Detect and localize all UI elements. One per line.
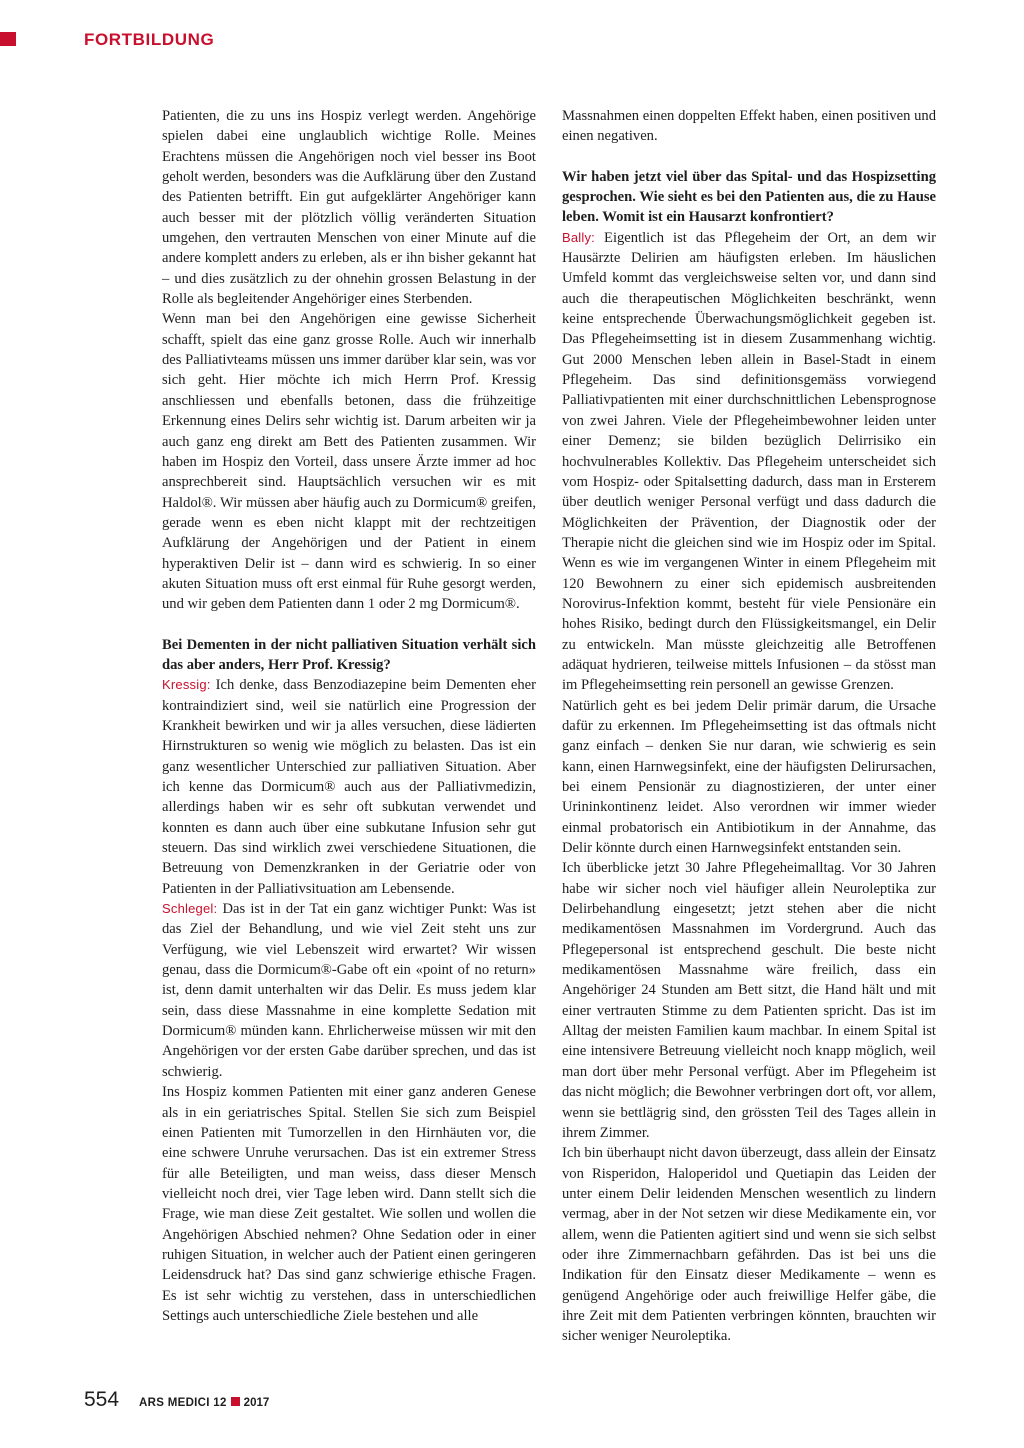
journal-name: ARS MEDICI 12 <box>139 1397 227 1409</box>
right-column <box>562 106 936 1347</box>
paragraph: Natürlich geht es bei jedem Delir primär darum, die Ursache dafür zu erkennen. Im Pflegeheimsetting ist das oftmals nicht ganz einfach – denken Sie nur daran, wie schwierig es sein kann, einen Harnwegsinfekt, eine der häufigsten Delirursachen, bei einem Pensionär zu diagnostizieren, der unter einer Urininkontinenz leidet. Also verordnen wir immer wieder einmal probatorisch ein Antibiotikum in der Annahme, das Delir könnte durch einen Harnwegsinfekt entstanden sein. <box>562 697 936 857</box>
footer-separator-square <box>231 1397 240 1406</box>
answer-text: Das ist in der Tat ein ganz wichtiger Punkt: Was ist das Ziel der Behandlung, und wie viel Zeit steht uns zur Verfügung, wie viel Lebenszeit wird erwartet? Wir wissen genau, dass die Dormicum®-Gabe oft ein «point of no return» ist, denn damit unterhalten wir das Delir. Es muss jedem klar sein, dass diese Massnahme in eine komplette Sedation mit Dormicum® münden kann. Ehrlicherweise müssen wir mit den Angehörigen vor der ersten Gabe darüber sprechen, und das ist schwierig. <box>162 901 536 1080</box>
paragraph: Ich überblicke jetzt 30 Jahre Pflegeheimalltag. Vor 30 Jahren habe wir sicher noch viel häufiger allein Neuroleptika zur Delirbehandlung eingesetzt; jetzt stehen aber die nicht medikamentösen Massnahmen im Vordergrund. Auch das Pflegepersonal ist entsprechend geschult. Die beste nicht medikamentösen Massnahme wäre freilich, dass ein Angehöriger 24 Stunden am Bett sitzt, die Hand hält und mit einer vertrauten Stimme zu dem Patienten spricht. Das ist im Alltag der meisten Familien kaum machbar. In einem Spital ist eine intensivere Betreuung vielleicht noch knapp möglich, weil man dort über mehr Personal verfügt. Aber im Pflegeheim ist das nicht möglich; die Bewohner verbringen dort oft, vor allem, wenn sie bettlägrig sind, den grössten Teil des Tages allein in ihrem Zimmer. <box>562 860 936 1141</box>
answer-text: Eigentlich ist das Pflegeheim der Ort, an dem wir Hausärzte Delirien am häufigsten erleben. Im häuslichen Umfeld kommt das vergleichsweise selten vor, und dann sind auch die therapeutischen Möglichkeiten beschränkt, wenn keine entsprechende Überwachungsmöglichkeit gegeben ist. Das Pflegeheimsetting ist in diesem Zusammenhang wichtig. Gut 2000 Menschen leben allein in Basel-Stadt in einem Pflegeheim. Das sind definitionsgemäss vorwiegend Palliativpatienten mit einer durchschnittlichen Lebensprognose von zwei Jahren. Viele der Pflegeheimbewohner leiden unter einer Demenz; sie bilden bezüglich Delirrisiko ein hochvulnerables Kollektiv. Das Pflegeheim unterscheidet sich vom Hospiz- oder Spitalsetting dadurch, dass man in Ersterem über deutlich weniger Personal verfügt und dass dadurch die Möglichkeiten der Prävention, der Diagnostik oder der Therapie nicht die gleichen sind wie im Hospiz oder im Spital. Wenn es wie im vergangenen Winter in einem Pflegeheim mit 120 Bewohnern zu einer sich epidemisch ausbreitenden Norovirus-Infektion kommt, besteht für viele Pensionäre ein hohes Risiko, bedingt durch den Flüssigkeitsmangel, ein Delir zu entwickeln. Man müsste gleichzeitig alle Betroffenen adäquat hydrieren, teilweise mittels Infusionen – da stösst man im Pflegeheimsetting rein personell an gewisse Grenzen. <box>562 229 936 694</box>
speaker-label-schlegel: Schlegel: <box>162 901 218 917</box>
interview-question: Wir haben jetzt viel über das Spital- und das Hospizsetting gesprochen. Wie sieht es bei den Patienten aus, die zu Hause leben. Womit ist ein Hausarzt konfrontiert? <box>562 168 936 226</box>
section-label: FORTBILDUNG <box>84 30 215 49</box>
left-column <box>162 106 536 1326</box>
paragraph: Wenn man bei den Angehörigen eine gewisse Sicherheit schafft, spielt das eine ganz grosse Rolle. Auch wir innerhalb des Palliativteams müssen uns immer darüber klar sein, was vor sich geht. Hier möchte ich mich Herrn Prof. Kressig anschliessen und ebenfalls betonen, dass die frühzeitige Erkennung eines Delirs sehr wichtig ist. Darum arbeiten wir ja auch ganz eng direkt am Bett des Patienten zusammen. Wir haben im Hospiz den Vorteil, dass unsere Ärzte immer ad hoc ansprechbereit sind. Hauptsächlich versuchen wir es mit Haldol®. Wir müssen aber häufig auch zu Dormicum® greifen, gerade wenn es eben nicht klappt mit der rechtzeitigen Aufklärung der Angehörigen und der Patient in einem hyperaktiven Delir ist – dann wird es schwierig. In so einer akuten Situation muss oft erst einmal für Ruhe gesorgt werden, und wir geben dem Patienten dann 1 oder 2 mg Dormicum®. <box>162 311 536 613</box>
page-number: 554 <box>84 1388 120 1411</box>
answer-text: Ich denke, dass Benzodiazepine beim Dementen eher kontraindiziert sind, weil sie natürlich eine Progression der Krankheit bewirken und wir ja alles versuchen, diese lädierten Hirnstrukturen so wenig wie möglich zu belasten. Das ist ein ganz wesentlicher Unterschied zur palliativen Situation. Aber ich kenne das Dormicum® auch aus der Palliativmedizin, allerdings haben wir es sehr oft subkutan verwendet und konnten es dann auch über eine subkutane Infusion sehr gut steuern. Das sind wirklich zwei verschiedene Situationen, die Betreuung von Demenzkranken in der Geriatrie oder von Patienten in der Palliativsituation am Lebensende. <box>162 677 536 897</box>
answer-paragraph <box>162 675 536 899</box>
interview-question: Bei Dementen in der nicht palliativen Situation verhält sich das aber anders, Herr Prof. Kressig? <box>162 636 536 673</box>
speaker-label-kressig: Kressig: <box>162 677 211 693</box>
section-color-marker <box>0 32 16 46</box>
answer-paragraph <box>162 899 536 1082</box>
paragraph: Ins Hospiz kommen Patienten mit einer ganz anderen Genese als in ein geriatrisches Spital. Stellen Sie sich zum Beispiel einen Patienten mit Tumorzellen in den Hirnhäuten vor, die eine schwere Unruhe verursachen. Das ist ein extremer Stress für alle Beteiligten, und man weiss, dass dieser Mensch vielleicht noch drei, vier Tage leben wird. Dann stellt sich die Frage, wie man diese Zeit gestaltet. Wie sollen und wollen die Angehörigen Abschied nehmen? Ohne Sedation oder in einer ruhigen Situation, in welcher auch der Patient einen geringeren Leidensdruck hat? Das sind ganz schwierige ethische Fragen. Es ist sehr wichtig zu verstehen, dass in unterschiedlichen Settings auch unterschiedliche Ziele bestehen und alle <box>162 1084 536 1324</box>
journal-year: 2017 <box>243 1397 270 1409</box>
paragraph: Ich bin überhaupt nicht davon überzeugt, dass allein der Einsatz von Risperidon, Haloperidol und Quetiapin das Leiden der unter einem Delir leidenden Menschen wesentlich zu lindern vermag, aber in der Not setzen wir diese Medikamente ein, vor allem, wenn die Patienten agitiert sind und wenn sie sich selbst oder ihre Zimmernachbarn gefährden. Das ist bei uns die Indikation für den Einsatz dieser Medikamente – wenn es genügend Angehörige oder auch freiwillige Helfer gäbe, die ihre Zeit mit dem Patienten verbringen könnten, brauchten wir sicher weniger Neuroleptika. <box>562 1145 936 1345</box>
page-footer <box>84 1388 269 1412</box>
answer-paragraph <box>562 228 936 696</box>
speaker-label-bally: Bally: <box>562 229 595 245</box>
paragraph: Patienten, die zu uns ins Hospiz verlegt werden. Angehörige spielen dabei eine unglaublich wichtige Rolle. Meines Erachtens müssen die Angehörigen noch viel besser ins Boot geholt werden, besonders was die Aufklärung über den Zustand des Patienten betrifft. Ein gut aufgeklärter Angehöriger kann auch besser mit der plötzlich völlig veränderten Situation umgehen, den vertrauten Menschen von einer Minute auf die andere komplett anders zu erleben, als er ihn bisher gekannt hat – und dies zusätzlich zu der ohnehin grossen Belastung in der Rolle als begleitender Angehöriger eines Sterbenden. <box>162 108 536 308</box>
paragraph: Massnahmen einen doppelten Effekt haben, einen positiven und einen negativen. <box>562 108 936 145</box>
